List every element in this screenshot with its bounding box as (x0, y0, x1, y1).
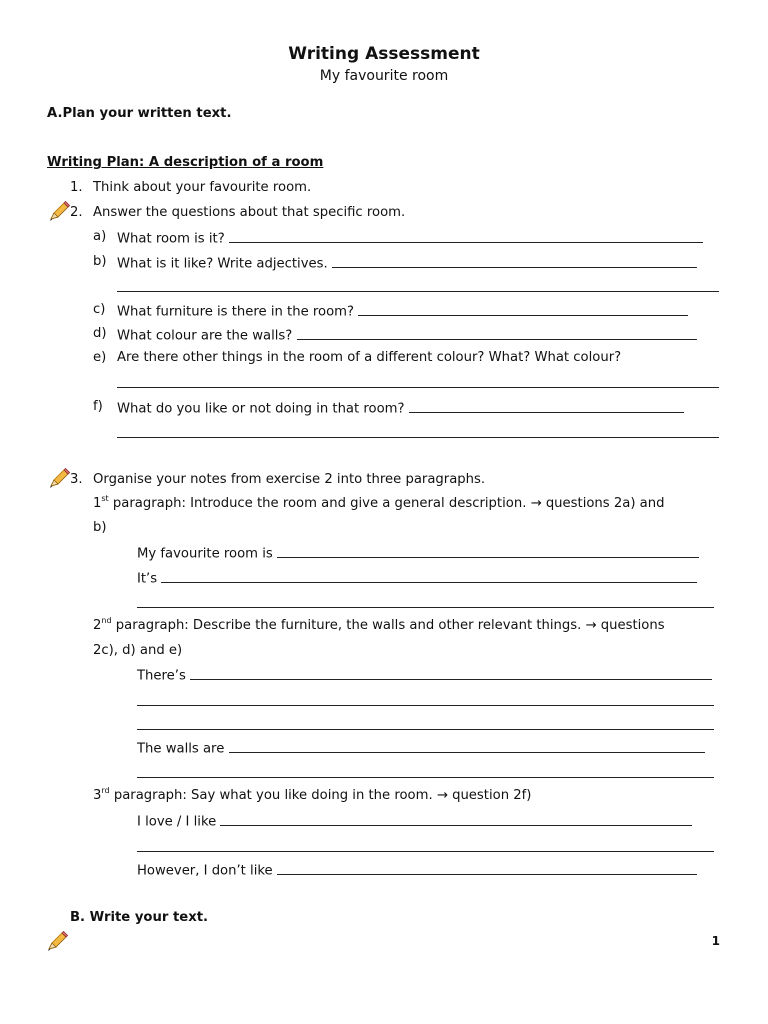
section-b-text: Write your text. (89, 910, 209, 925)
answer-line-b2[interactable] (117, 291, 719, 292)
question-d-label: d) (93, 326, 107, 341)
paragraph-1-sup: st (101, 494, 109, 503)
paragraph-1-prompt-2-text: It’s (137, 571, 158, 587)
answer-line-f2[interactable] (117, 437, 719, 438)
paragraph-2-prompt-2-text: The walls are (137, 741, 225, 757)
page-subtitle: My favourite room (319, 68, 449, 84)
answer-line-p1-2[interactable] (161, 569, 697, 583)
answer-line-e[interactable] (117, 387, 719, 388)
answer-line-p3-1[interactable] (220, 812, 692, 826)
step-3-number: 3. (70, 472, 83, 487)
step-1 (70, 180, 83, 195)
paragraph-1-instruction (93, 496, 664, 511)
step-2-number: 2. (70, 205, 83, 220)
paragraph-1-prompt-2 (137, 569, 697, 587)
section-a-text: Plan your written text. (62, 106, 232, 121)
question-e-label: e) (93, 350, 107, 365)
answer-line-p2-5[interactable] (137, 777, 714, 778)
question-f-text: What do you like or not doing in that room? (117, 401, 405, 417)
paragraph-2-instruction (93, 618, 665, 633)
paragraph-2-prompt-1-text: There’s (137, 668, 186, 684)
answer-line-b[interactable] (332, 254, 697, 268)
answer-line-f[interactable] (409, 399, 684, 413)
answer-line-d[interactable] (297, 326, 697, 340)
question-f (117, 399, 684, 417)
paragraph-2-sup: nd (101, 616, 112, 625)
paragraph-1-prompt-1 (137, 544, 699, 562)
paragraph-3-prompt-2-text: However, I don’t like (137, 863, 273, 879)
answer-line-p1-1[interactable] (277, 544, 699, 558)
question-b-label: b) (93, 254, 107, 269)
answer-line-p2-2[interactable] (137, 705, 714, 706)
answer-line-c[interactable] (358, 302, 688, 316)
answer-line-p2-3[interactable] (137, 729, 714, 730)
paragraph-2-text: paragraph: Describe the furniture, the walls and other relevant things. → questions (111, 618, 665, 633)
pencil-icon (46, 930, 68, 952)
paragraph-2-prompt-1 (137, 666, 712, 684)
step-1-number: 1. (70, 180, 83, 195)
paragraph-1-cont: b) (93, 520, 107, 535)
paragraph-3-sup: rd (101, 786, 110, 795)
answer-line-a[interactable] (229, 229, 703, 243)
question-a-label: a) (93, 229, 107, 244)
question-c-text: What furniture is there in the room? (117, 304, 354, 320)
paragraph-1-ordinal: 1 (93, 496, 102, 511)
section-a-heading (47, 106, 231, 121)
question-a (117, 229, 717, 247)
paragraph-3-prompt-1 (137, 812, 692, 830)
question-d (117, 326, 697, 344)
answer-line-p3-3[interactable] (277, 861, 697, 875)
paragraph-2-ordinal: 2 (93, 618, 102, 633)
question-e-text: Are there other things in the room of a different colour? What? What colour? (117, 350, 622, 365)
question-a-text: What room is it? (117, 231, 225, 247)
page-title: Writing Assessment (288, 44, 480, 64)
question-b (117, 254, 697, 272)
question-c-label: c) (93, 302, 106, 317)
answer-line-p1-3[interactable] (137, 607, 714, 608)
answer-line-p2-1[interactable] (190, 666, 712, 680)
answer-line-p3-2[interactable] (137, 851, 714, 852)
section-b-heading (70, 910, 208, 925)
writing-plan-heading: Writing Plan: A description of a room (47, 155, 324, 170)
paragraph-2-cont: 2c), d) and e) (93, 643, 183, 658)
paragraph-1-prompt-1-text: My favourite room is (137, 546, 273, 562)
step-2-text: Answer the questions about that specific room. (93, 205, 406, 220)
answer-line-p2-4[interactable] (229, 739, 705, 753)
paragraph-1-text: paragraph: Introduce the room and give a general description. → questions 2a) and (108, 496, 665, 511)
question-c (117, 302, 688, 320)
paragraph-3-prompt-2 (137, 861, 697, 879)
paragraph-3-text: paragraph: Say what you like doing in the room. → question 2f) (109, 788, 532, 803)
paragraph-3-prompt-1-text: I love / I like (137, 814, 217, 830)
pencil-icon (48, 200, 70, 222)
paragraph-2-prompt-2 (137, 739, 705, 757)
paragraph-3-ordinal: 3 (93, 788, 102, 803)
page-number: 1 (711, 934, 720, 948)
pencil-icon (48, 467, 70, 489)
question-b-text: What is it like? Write adjectives. (117, 256, 328, 272)
section-a-letter: A. (47, 106, 63, 121)
step-3-text: Organise your notes from exercise 2 into three paragraphs. (93, 472, 486, 487)
paragraph-3-instruction (93, 788, 531, 803)
section-b-letter: B. (70, 910, 86, 925)
question-f-label: f) (93, 399, 103, 414)
step-1-text: Think about your favourite room. (93, 180, 312, 195)
question-d-text: What colour are the walls? (117, 328, 293, 344)
